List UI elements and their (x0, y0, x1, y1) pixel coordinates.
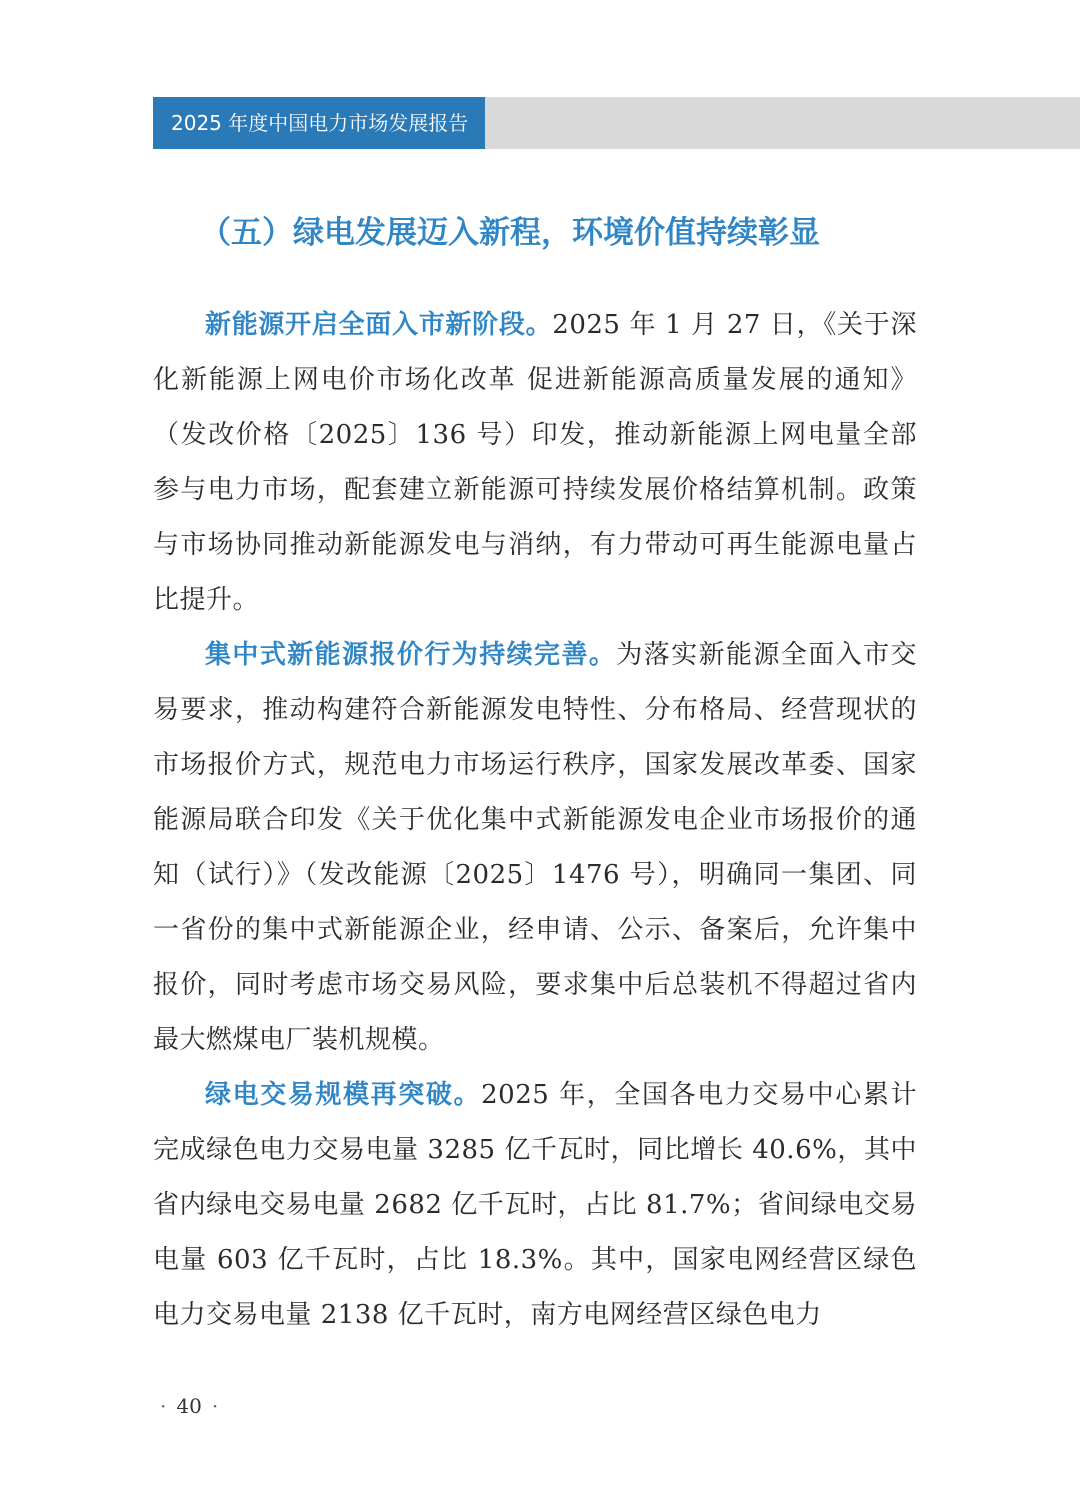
page-dot-right: · (211, 1394, 219, 1418)
paragraph-text: 为落实新能源全面入市交易要求，推动构建符合新能源发电特性、分布格局、经营现状的市场报价方式，规范电力市场运行秩序，国家发展改革委、国家能源局联合印发《关于优化集中式新能源发电企业市场报价的通知（试行）》（发改能源〔2025〕1476 号），明确同一集团、同一省份的集中式新能源企业，经申请、公示、备案后，允许集中报价，同时考虑市场交易风险，要求集中后总装机不得超过省内最大燃煤电厂装机规模。 (153, 640, 917, 1055)
paragraph-lead: 集中式新能源报价行为持续完善。 (205, 640, 617, 670)
paragraph-lead: 新能源开启全面入市新阶段。 (205, 310, 553, 340)
page-number-value: 40 (176, 1394, 202, 1418)
paragraph-centralized-bidding (153, 628, 917, 1068)
paragraph-green-trading (153, 1068, 917, 1343)
page-dot-left: · (160, 1394, 167, 1418)
report-title: 2025 年度中国电力市场发展报告 (171, 111, 469, 135)
page-number (150, 1394, 228, 1418)
paragraph-new-energy-market (153, 298, 917, 628)
section-title: （五）绿电发展迈入新程，环境价值持续彰显 (200, 215, 820, 251)
paragraph-text: 2025 年，全国各电力交易中心累计完成绿色电力交易电量 3285 亿千瓦时，同比增长 40.6%，其中省内绿电交易电量 2682 亿千瓦时，占比 81.7%；省间绿电交易电量 603 亿千瓦时，占比 18.3%。其中，国家电网经营区绿色电力交易电量 2138 亿千瓦时，南方电网经营区绿色电力 (153, 1080, 917, 1330)
paragraph-lead: 绿电交易规模再突破。 (205, 1080, 482, 1110)
paragraph-text: 2025 年 1 月 27 日，《关于深化新能源上网电价市场化改革 促进新能源高质量发展的通知》（发改价格〔2025〕136 号）印发，推动新能源上网电量全部参与电力市场，配套建立新能源可持续发展价格结算机制。政策与市场协同推动新能源发电与消纳，有力带动可再生能源电量占比提升。 (153, 310, 917, 615)
body-text (153, 298, 917, 1343)
report-title-tab (153, 97, 485, 149)
